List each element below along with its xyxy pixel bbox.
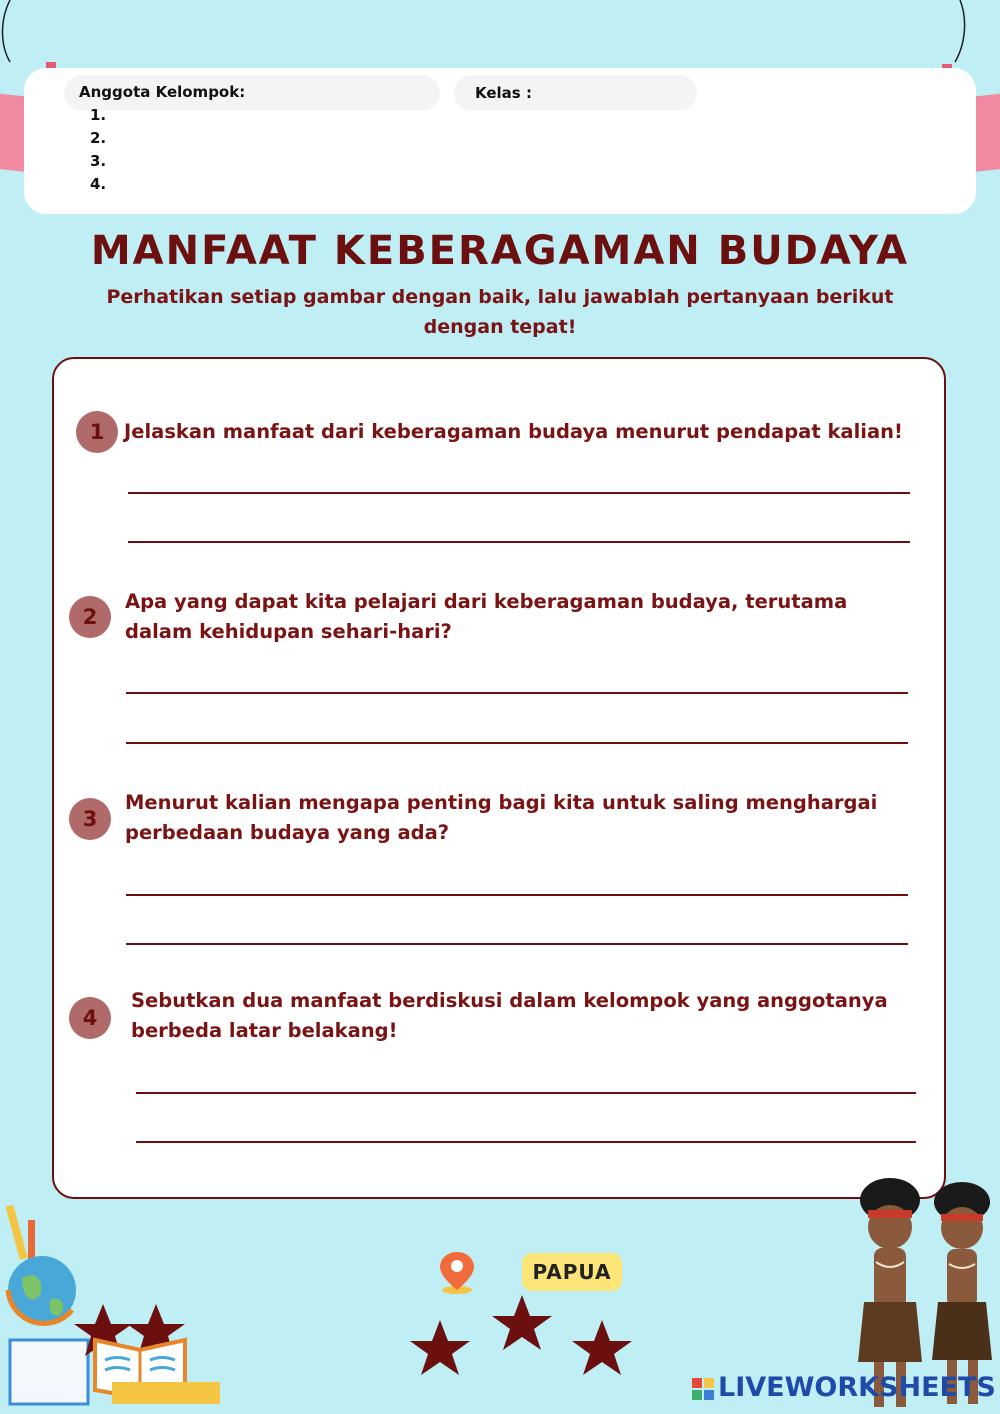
question-card bbox=[52, 357, 946, 1199]
star-icon bbox=[572, 1320, 632, 1375]
question-text: Sebutkan dua manfaat berdiskusi dalam kelompok yang anggotanya berbeda latar belakang! bbox=[131, 989, 888, 1042]
member-number: 3. bbox=[90, 152, 107, 170]
star-icon bbox=[492, 1295, 552, 1350]
answer-line[interactable] bbox=[126, 943, 908, 945]
header-card bbox=[24, 68, 976, 214]
question-number-badge: 4 bbox=[69, 997, 111, 1039]
class-label: Kelas : bbox=[475, 84, 532, 102]
answer-line[interactable] bbox=[126, 894, 908, 896]
member-number: 1. bbox=[90, 106, 107, 124]
page-title: MANFAAT KEBERAGAMAN BUDAYA bbox=[90, 228, 910, 274]
star-icon bbox=[410, 1320, 470, 1375]
answer-line[interactable] bbox=[136, 1141, 916, 1143]
answer-line[interactable] bbox=[136, 1092, 916, 1094]
liveworksheets-logo-icon bbox=[692, 1378, 714, 1400]
school-supplies-illustration bbox=[0, 1200, 230, 1414]
watermark-text: LIVEWORKSHEETS bbox=[718, 1372, 996, 1403]
stars-decoration bbox=[405, 1290, 640, 1375]
question-number-badge: 1 bbox=[76, 411, 118, 453]
location-tag: PAPUA bbox=[522, 1253, 622, 1291]
question-text: Menurut kalian mengapa penting bagi kita untuk saling menghargai perbedaan budaya yang ada? bbox=[125, 791, 878, 844]
question-number-badge: 2 bbox=[69, 596, 111, 638]
answer-line[interactable] bbox=[126, 692, 908, 694]
member-number: 2. bbox=[90, 129, 107, 147]
question-number-badge: 3 bbox=[69, 798, 111, 840]
member-number-list bbox=[90, 104, 106, 196]
answer-line[interactable] bbox=[128, 492, 910, 494]
answer-line[interactable] bbox=[128, 541, 910, 543]
question-text: Jelaskan manfaat dari keberagaman budaya menurut pendapat kalian! bbox=[124, 420, 903, 443]
group-members-label: Anggota Kelompok: bbox=[79, 83, 246, 101]
member-number: 4. bbox=[90, 175, 107, 193]
question-text: Apa yang dapat kita pelajari dari keberagaman budaya, terutama dalam kehidupan sehari-hari? bbox=[125, 590, 848, 643]
answer-line[interactable] bbox=[126, 742, 908, 744]
instruction-text: Perhatikan setiap gambar dengan baik, lalu jawablah pertanyaan berikut dengan tepat! bbox=[106, 286, 894, 338]
